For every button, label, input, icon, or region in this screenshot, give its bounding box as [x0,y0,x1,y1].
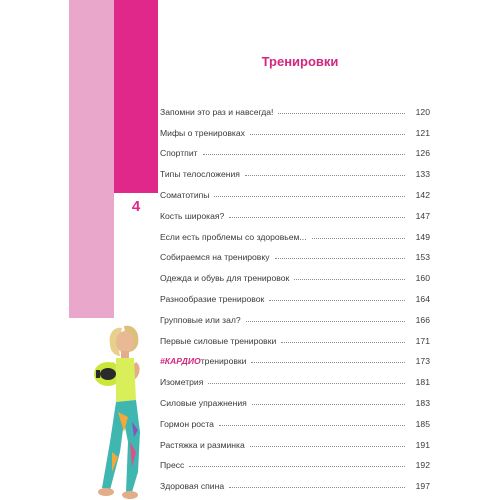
toc-entry[interactable] [160,366,430,387]
table-of-contents [160,96,430,491]
toc-entry[interactable] [160,138,430,159]
leader-dots [251,361,405,363]
woman-with-weight-illustration [88,322,164,500]
leader-dots [312,237,405,239]
toc-entry[interactable] [160,117,430,138]
toc-entry[interactable] [160,179,430,200]
toc-entry[interactable] [160,283,430,304]
toc-entry[interactable] [160,346,430,367]
leader-dots [189,465,405,467]
leader-dots [229,486,405,488]
toc-entry-page: 164 [415,293,430,304]
toc-entry[interactable] [160,242,430,263]
toc-entry-page: 183 [415,397,430,408]
toc-entry-page: 192 [415,460,430,471]
leader-dots [208,382,405,384]
toc-entry-page: 133 [415,169,430,180]
toc-entry-label: Пресс [160,460,185,471]
toc-entry-page: 191 [415,439,430,450]
toc-entry-page: 126 [415,148,430,159]
leader-dots [294,278,405,280]
leader-dots [203,153,405,155]
toc-entry-label: Гормон роста [160,418,214,429]
decorative-bar-light [69,0,114,318]
toc-entry[interactable] [160,387,430,408]
toc-entry[interactable] [160,221,430,242]
toc-entry-label: Одежда и обувь для тренировок [160,273,290,284]
toc-entry-label [160,356,248,366]
toc-entry-page: 120 [415,106,430,117]
toc-entry-page: 142 [415,189,430,200]
toc-entry-page: 171 [415,335,430,346]
toc-entry-page: 147 [415,210,430,221]
toc-entry[interactable] [160,408,430,429]
leader-dots [250,445,405,447]
leader-dots [250,133,405,135]
toc-entry[interactable] [160,158,430,179]
leader-dots [219,424,405,426]
toc-entry[interactable] [160,470,430,491]
leader-dots [278,112,405,114]
chapter-title: Тренировки [261,54,339,69]
toc-entry-page: 153 [415,252,430,263]
toc-entry-label: Силовые упражнения [160,397,247,408]
leader-dots [245,174,405,176]
leader-dots [252,403,405,405]
toc-entry-label: Изометрия [160,377,204,388]
leader-dots [214,195,405,197]
toc-entry-label: Групповые или зал? [160,314,241,325]
toc-entry-page: 173 [415,356,430,367]
toc-entry-label: Первые силовые тренировки [160,335,277,346]
toc-entry[interactable] [160,429,430,450]
toc-entry-label: Собираемся на тренировку [160,252,270,263]
toc-entry-label: Спортпит [160,148,198,159]
leader-dots [229,216,405,218]
toc-entry[interactable] [160,262,430,283]
toc-entry-label: Типы телосложения [160,169,240,180]
decorative-bar-dark [114,0,158,193]
toc-entry-label: Если есть проблемы со здоровьем... [160,231,307,242]
toc-entry-label-accent: #КАРДИО [160,356,201,367]
toc-entry[interactable] [160,200,430,221]
toc-entry-page: 166 [415,314,430,325]
toc-entry-label: Соматотипы [160,189,210,200]
toc-entry-page: 197 [415,481,430,492]
toc-entry-label: Растяжка и разминка [160,439,245,450]
leader-dots [269,299,405,301]
toc-entry-page: 160 [415,273,430,284]
leader-dots [246,320,405,322]
toc-entry[interactable] [160,96,430,117]
leader-dots [275,257,405,259]
toc-entry[interactable] [160,450,430,471]
toc-entry-label: Разнообразие тренировок [160,293,265,304]
toc-entry[interactable] [160,325,430,346]
toc-entry-page: 181 [415,377,430,388]
toc-entry-label: Кость широкая? [160,210,225,221]
toc-entry-page: 121 [415,127,430,138]
toc-entry-label-rest: тренировки [200,356,247,367]
toc-entry-page: 149 [415,231,430,242]
chapter-number: 4 [131,198,141,215]
toc-entry-label: Запомни это раз и навсегда! [160,106,274,117]
toc-entry-page: 185 [415,418,430,429]
toc-entry-label: Здоровая спина [160,481,225,492]
toc-entry-label: Мифы о тренировках [160,127,245,138]
leader-dots [281,341,405,343]
toc-entry[interactable] [160,304,430,325]
